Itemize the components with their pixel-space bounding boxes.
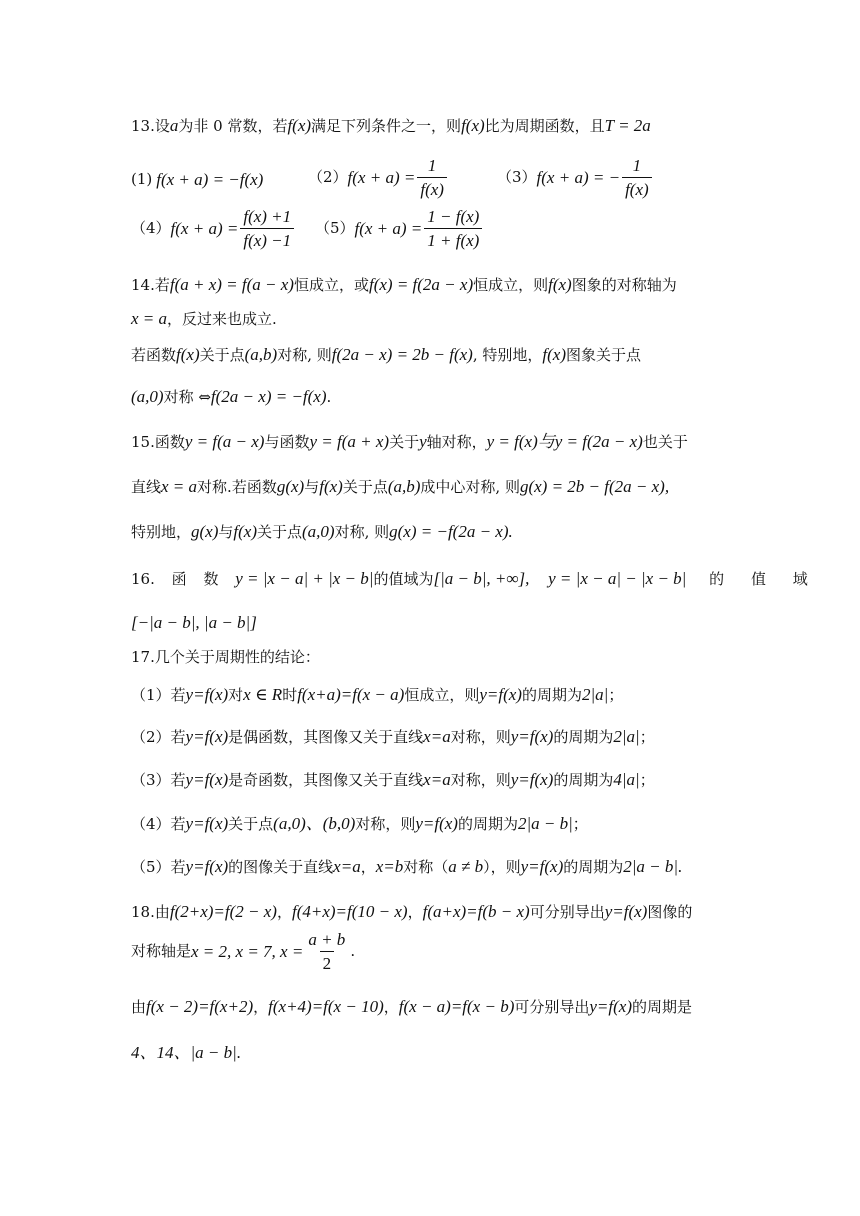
math: x=b — [375, 857, 404, 876]
math: y=f(x) — [479, 685, 522, 704]
text: . — [350, 942, 356, 960]
math: f(x + a) = — [354, 219, 423, 238]
math: y=f(x) — [520, 857, 564, 876]
fraction — [417, 157, 447, 198]
text: 关于点 — [228, 815, 274, 833]
math: f(x) — [233, 522, 257, 541]
text: 与函数 — [264, 433, 310, 451]
math: y=f(x) — [185, 770, 229, 789]
axes-formula — [131, 931, 355, 972]
text: 的 — [709, 570, 725, 588]
text: 的周期为 — [457, 815, 518, 833]
text: 轴对称， — [426, 433, 487, 451]
denominator: 1 + f(x) — [424, 228, 482, 249]
math: f(x) — [542, 345, 566, 364]
p15-line3 — [131, 523, 513, 540]
math: y = f(a − x) — [184, 432, 265, 451]
denominator: 2 — [320, 951, 335, 972]
math: x=a — [423, 770, 451, 789]
math: y=f(x) — [510, 727, 554, 746]
math: x ∈ R — [243, 685, 283, 704]
p15-line2 — [131, 478, 669, 495]
text: 函 — [171, 570, 187, 588]
math: f(a + x) = f(a − x) — [169, 275, 294, 294]
math: y=f(x) — [185, 857, 229, 876]
text: , 特别地， — [472, 346, 543, 364]
math: a ≠ b — [448, 857, 484, 876]
text: 关于点 — [342, 478, 388, 496]
text: . — [326, 388, 332, 406]
denominator: f(x) −1 — [240, 228, 294, 249]
text: 17.几个关于周期性的结论： — [131, 648, 320, 666]
math: 2|a − b| — [517, 814, 573, 833]
text: 由 — [131, 998, 147, 1016]
p13-conditions-row2 — [131, 208, 484, 249]
math: f(x) — [319, 477, 343, 496]
text: 关于 — [389, 433, 420, 451]
fraction — [240, 208, 294, 249]
math: f(x) — [548, 275, 572, 294]
text: 关于点 — [257, 523, 303, 541]
numerator: 1 — [632, 156, 642, 175]
text: 对称轴是 — [131, 942, 192, 960]
text: 对称, 则 — [277, 346, 332, 364]
text: ； — [608, 686, 624, 704]
text: 18.由 — [131, 903, 170, 921]
math: f(x − a)=f(x − b) — [398, 997, 515, 1016]
text: ； — [639, 771, 655, 789]
denominator: f(x) — [622, 177, 652, 198]
text: 对称，则 — [450, 728, 511, 746]
fraction — [305, 931, 348, 972]
text: 关于点 — [199, 346, 245, 364]
text: 14.若 — [131, 276, 170, 294]
text: 对称.若函数 — [197, 478, 277, 496]
text: 数 — [203, 570, 219, 588]
text: 为非 0 常数，若 — [178, 117, 288, 135]
math: x=a — [333, 857, 361, 876]
math: x=a — [423, 727, 451, 746]
condition-2 — [308, 157, 449, 198]
text: 16. — [131, 570, 155, 588]
math: y=f(x) — [510, 770, 554, 789]
numerator: 1 — [427, 156, 437, 175]
text: 满足下列条件之一，则 — [311, 117, 462, 135]
math: y = f(a + x) — [309, 432, 390, 451]
math: 2|a| — [581, 685, 609, 704]
text: 域 — [792, 570, 808, 588]
math: f(x+4)=f(x − 10) — [268, 997, 384, 1016]
p17-heading — [131, 650, 320, 665]
text: 恒成立，则 — [404, 686, 480, 704]
math: g(x) — [276, 477, 305, 496]
math: (a,0) — [131, 387, 164, 406]
math: y — [419, 432, 427, 451]
p16-line1 — [131, 569, 808, 588]
denominator: f(x) — [417, 177, 447, 198]
math: y = |x − a| − |x − b| — [548, 569, 687, 588]
math: y=f(x) — [589, 997, 632, 1016]
math: g(x) = −f(2a − x). — [389, 522, 513, 541]
math: f(x) — [287, 116, 312, 135]
text: 恒成立，则 — [473, 276, 549, 294]
math: (a,0)、(b,0) — [273, 814, 356, 833]
p18-line2 — [131, 931, 355, 972]
math: a — [169, 116, 179, 135]
text: 13.设 — [131, 117, 170, 135]
numerator: f(x) +1 — [243, 207, 292, 226]
label: （4） — [131, 219, 171, 237]
text: 图象的对称轴为 — [571, 276, 677, 294]
text: 也关于 — [642, 433, 688, 451]
text: 的周期为 — [553, 771, 614, 789]
text: ， — [276, 903, 292, 921]
math: (a,b) — [244, 345, 278, 364]
text: 的周期为 — [563, 858, 624, 876]
text: 图象关于点 — [566, 346, 642, 364]
math: f(2+x)=f(2 − x) — [169, 902, 277, 921]
p14-line2 — [131, 310, 277, 327]
text: 是奇函数，其图像又关于直线 — [228, 771, 424, 789]
text: 15.函数 — [131, 433, 185, 451]
math: x = a — [131, 309, 168, 328]
text: 特别地， — [131, 523, 192, 541]
text: （1）若 — [131, 686, 186, 704]
p14-line4 — [131, 388, 331, 405]
math: f(x + a) = −f(x) — [156, 170, 264, 189]
p18-line3 — [131, 998, 692, 1015]
text: 时 — [282, 686, 298, 704]
math: (a,b) — [387, 477, 421, 496]
math: f(x + a) = − — [536, 168, 621, 187]
text: 的周期为 — [521, 686, 582, 704]
text: 对称，则 — [450, 771, 511, 789]
text: 对称（ — [403, 858, 449, 876]
condition-5 — [315, 208, 484, 249]
math: y=f(x) — [604, 902, 648, 921]
math: y=f(x) — [185, 727, 229, 746]
text: 与 — [304, 478, 320, 496]
p17-item-5 — [131, 858, 682, 875]
p16-line2 — [131, 614, 257, 631]
p15-line1 — [131, 433, 688, 450]
math: y=f(x) — [185, 814, 229, 833]
math: 4、14、|a − b|. — [131, 1043, 242, 1062]
math: f(a+x)=f(b − x) — [422, 902, 530, 921]
math: [|a − b|, +∞], — [433, 569, 530, 588]
text: 成中心对称, 则 — [420, 478, 520, 496]
condition-4 — [131, 208, 296, 249]
math: f(x) — [176, 345, 200, 364]
math: f(x+a)=f(x − a) — [297, 685, 405, 704]
text: ； — [572, 815, 588, 833]
text: 与 — [218, 523, 234, 541]
text: ， — [407, 903, 423, 921]
math: f(x + a) = — [347, 168, 416, 187]
text: 的图像关于直线 — [228, 858, 334, 876]
math: f(x + a) = — [170, 219, 239, 238]
math: g(x) — [191, 522, 219, 541]
text: 若函数 — [131, 346, 177, 364]
text: ， — [360, 858, 376, 876]
math: y=f(x) — [415, 814, 458, 833]
text: 值 — [750, 570, 766, 588]
text: （4）若 — [131, 815, 186, 833]
text: 比为周期函数，且 — [484, 117, 605, 135]
text: （3）若 — [131, 771, 186, 789]
text: 对称 ⇔ — [163, 388, 211, 406]
math: y = |x − a| + |x − b| — [235, 569, 374, 588]
math: (a,0) — [302, 522, 335, 541]
text: 可分别导出 — [529, 903, 605, 921]
math: [−|a − b|, |a − b|] — [131, 613, 257, 632]
math: f(4+x)=f(10 − x) — [291, 902, 408, 921]
text: 可分别导出 — [514, 998, 590, 1016]
label: （2） — [308, 168, 348, 186]
label: （3） — [497, 168, 537, 186]
math: f(x − 2)=f(x+2) — [146, 997, 254, 1016]
label: (1) — [131, 170, 153, 188]
p14-line3 — [131, 346, 641, 363]
text: 对称, 则 — [334, 523, 390, 541]
text: 的周期为 — [553, 728, 614, 746]
text: 的值域为 — [373, 570, 434, 588]
condition-3 — [497, 157, 654, 198]
math: T = 2a — [604, 116, 651, 135]
text: （2）若 — [131, 728, 186, 746]
text: 恒成立，或 — [293, 276, 369, 294]
p17-item-2 — [131, 728, 655, 745]
p13-line1 — [131, 117, 651, 134]
text: 对 — [228, 686, 244, 704]
math: f(x) — [461, 116, 485, 135]
text: ，反过来也成立. — [167, 310, 277, 328]
text: 直线 — [131, 478, 162, 496]
math: g(x) = 2b − f(2a − x), — [519, 477, 670, 496]
text: （5）若 — [131, 858, 186, 876]
math: f(x) = f(2a − x) — [368, 275, 474, 294]
math: f(2a − x) = −f(x) — [210, 387, 327, 406]
text: 图像的 — [647, 903, 693, 921]
p17-item-1 — [131, 686, 623, 703]
fraction — [622, 157, 652, 198]
math: x = 2, x = 7, x = — [191, 942, 304, 961]
text: 对称，则 — [355, 815, 416, 833]
p17-item-3 — [131, 771, 655, 788]
text: ），则 — [483, 858, 521, 876]
p18-line4 — [131, 1044, 241, 1061]
text: ， — [253, 998, 269, 1016]
text: 是偶函数，其图像又关于直线 — [228, 728, 424, 746]
numerator: a + b — [308, 930, 346, 949]
math: 4|a| — [613, 770, 640, 789]
p14-line1 — [131, 276, 677, 293]
p13-conditions-row1 — [131, 156, 649, 199]
text: 的周期是 — [632, 998, 693, 1016]
numerator: 1 − f(x) — [427, 207, 480, 226]
text: ； — [639, 728, 655, 746]
label: （5） — [314, 219, 355, 237]
condition-1 — [131, 171, 263, 188]
math: 2|a| — [613, 727, 640, 746]
p18-line1 — [131, 903, 692, 920]
math: 2|a − b|. — [623, 857, 683, 876]
math: y = f(x)与y = f(2a − x) — [486, 432, 643, 451]
math: x = a — [161, 477, 198, 496]
p17-item-4 — [131, 815, 588, 832]
math: f(2a − x) = 2b − f(x) — [331, 345, 473, 364]
text: ， — [383, 998, 399, 1016]
math: y=f(x) — [185, 685, 229, 704]
fraction — [424, 208, 482, 249]
